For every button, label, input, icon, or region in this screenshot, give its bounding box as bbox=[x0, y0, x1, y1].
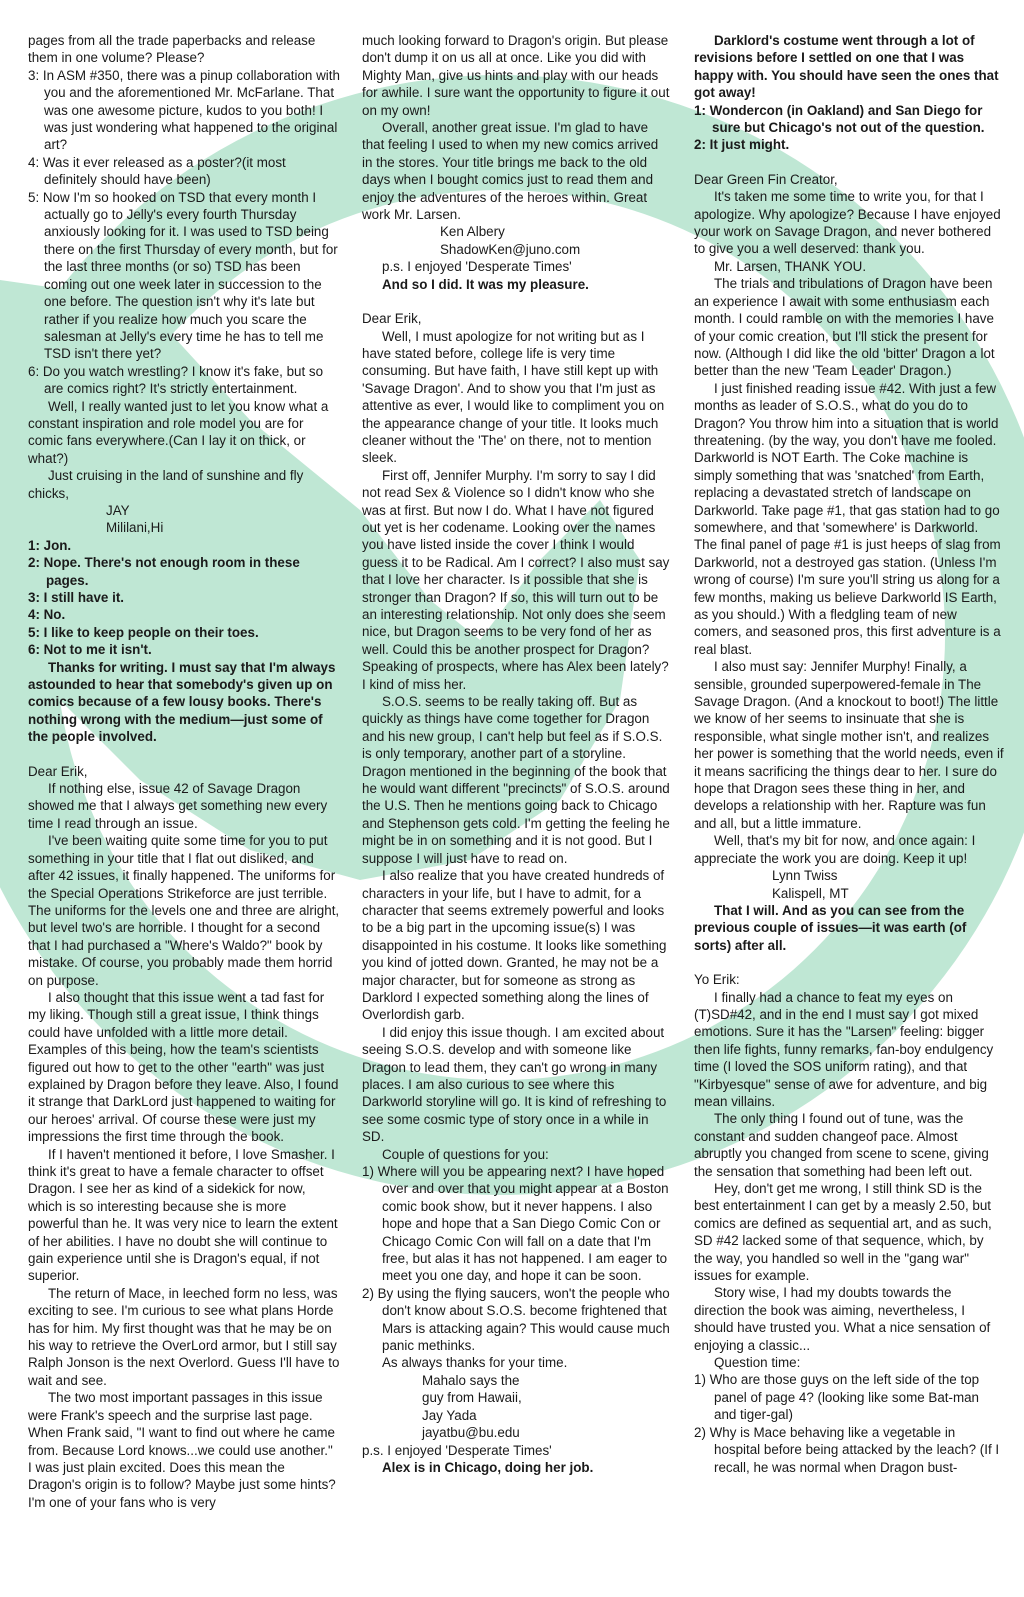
letter-paragraph: Story wise, I had my doubts towards the direction the book was aiming, nevertheless, I should have trusted you. What a nice sensation of enjoying a classic... bbox=[694, 1285, 991, 1353]
letter-paragraph: The only thing I found out of tune, was the constant and sudden changeof pace. Almost abruptly you changed from scene to scene, giving the sensation that something had been left out. bbox=[694, 1111, 989, 1179]
letter-paragraph: 5: Now I'm so hooked on TSD that every month I actually go to Jelly's every fourth Thursday anxiously looking for it. I was used to TSD being there on the first Thursday of every month, but for the last three months (or so) TSD has been coming out one week later in succession to the one before. The question isn't why it's late but rather if you realize how much you scare the salesman at Jelly's every time he has to tell me TSD isn't there yet? bbox=[28, 189, 338, 362]
letter-paragraph: 3: In ASM #350, there was a pinup collaboration with you and the aforementioned Mr. McFarlane. That was one awesome picture, kudos to you both! I was just wondering what happened to the original art? bbox=[28, 67, 340, 153]
letter-paragraph: If nothing else, issue 42 of Savage Dragon showed me that I always get something new every time I read through an issue. bbox=[28, 781, 328, 831]
signature-line: Mahalo says the bbox=[422, 1372, 520, 1388]
letter-salutation: Dear Erik, bbox=[28, 763, 88, 779]
letter-salutation: Yo Erik: bbox=[694, 972, 740, 988]
letter-paragraph: Overall, another great issue. I'm glad to have that feeling I used to when my new comics arrived in the stores. Your title brings me back to the old days when I bought comics just to read them and enjoy the adventures of the heroes within. Great work Mr. Larsen. bbox=[362, 120, 659, 223]
letter-paragraph: Question time: bbox=[714, 1355, 801, 1371]
editor-reply: And so I did. It was my pleasure. bbox=[382, 276, 589, 292]
letter-paragraph: 6: Do you watch wrestling? I know it's fake, but so are comics right? It's strictly entertainment. bbox=[28, 363, 324, 397]
letter-paragraph: I just finished reading issue #42. With just a few months as leader of S.O.S., what do you do to Dragon? You throw him into a situation that is world threatening. (by the way, you don't have me fooled. Darkworld is NOT Earth. The Coke machine is simply something that was 'snatched' from Earth, replacing a devastated stretch of landscape on Darkworld. Take page #1, that gas station had to go somewhere, and that 'somewhere' is Darkworld. The final panel of page #1 is just heeps of slag from Darkworld, not a destroyed gas station. (Unless I'm wrong of course) I'm sure you'll string us along for a few months, making us believe Darkworld IS Earth, as you should.) With a fledgling team of new comers, and seasoned pros, this first adventure is a real blast. bbox=[694, 380, 1001, 657]
letter-paragraph: I finally had a chance to feat my eyes on (T)SD#42, and in the end I must say I got mixed emotions. Sure it has the "Larsen" feeling: bigger then life fights, funny remarks, fan-boy endulgency time (I loved the SOS uniform rating), and that "Kirbyesque" sense of awe for adventure, and big mean villains. bbox=[694, 989, 994, 1109]
signature-name: JAY bbox=[106, 502, 130, 518]
signature-line: guy from Hawaii, bbox=[422, 1390, 522, 1406]
letter-paragraph: S.O.S. seems to be really taking off. But as quickly as things have come together for Dragon and his new group, I can't help but feel as if S.O.S. is only temporary, another part of a storyline. Dragon mentioned in the beginning of the book that he would want different "precincts" of S.O.S. around the U.S. Then he mentions going back to Chicago and Stephenson gets cold. I'm getting the feeling he might be in on something and it is not good. But I suppose I will just have to read on. bbox=[362, 694, 670, 866]
letter-paragraph: much looking forward to Dragon's origin. But please don't dump it on us all at once. Like you did with Mighty Man, give us hints and play with our heads for awhile. I sure want the opportunity to figure it out on my own! bbox=[362, 33, 670, 118]
signature-email: ShadowKen@juno.com bbox=[440, 241, 581, 257]
signature-email: jayatbu@bu.edu bbox=[422, 1425, 520, 1441]
letter-question: 2) By using the flying saucers, won't the people who don't know about S.O.S. become frightened that Mars is attacking again? This would cause much panic methinks. bbox=[362, 1285, 670, 1354]
editor-answer: 2: Nope. There's not enough room in these pages. bbox=[28, 555, 300, 588]
letter-paragraph: I also realize that you have created hundreds of characters in your life, but I have to admit, for a character that seems extremely powerful and looks to be a big part in the upcoming issue(s) I was disappointed in his costume. It looks like something you kind of jotted down. Granted, he may not be a major character, but for someone as strong as Darklord I expected something along the lines of Overlordish garb. bbox=[362, 868, 667, 1023]
editor-reply: Darklord's costume went through a lot of revisions before I settled on one that I was happy with. You should have seen the ones that got away! bbox=[694, 33, 999, 101]
editor-answer: 6: Not to me it isn't. bbox=[28, 642, 152, 658]
letter-paragraph: As always thanks for your time. bbox=[382, 1355, 568, 1371]
letter-paragraph: 4: Was it ever released as a poster?(it most definitely should have been) bbox=[28, 154, 286, 188]
letter-paragraph: Well, I must apologize for not writing but as I have stated before, college life is very time consuming. But have faith, I have still kept up with 'Savage Dragon'. And to show you that I'm just as attentive as ever, I would like to compliment you on the appearance change of your title. It looks much cleaner without the 'The' on there, not to mention sleek. bbox=[362, 328, 665, 466]
letter-paragraph: I've been waiting quite some time for you to put something in your title that I flat out disliked, and after 42 issues, it finally happened. The uniforms for the Special Operations Strikeforce are just terrible. The uniforms for the levels one and three are alright, but level two's are horrible. I thought for a second that I had purchased a "Where's Waldo?" book by mistake. Of course, you probably made them horrid on purpose. bbox=[28, 833, 340, 988]
letter-paragraph: Couple of questions for you: bbox=[382, 1146, 549, 1162]
letter-question: 1) Who are those guys on the left side of the top panel of page 4? (looking like some Bat-man and tiger-gal) bbox=[694, 1372, 980, 1423]
letter-postscript: p.s. I enjoyed 'Desperate Times' bbox=[382, 259, 572, 275]
letter-question: 1) Where will you be appearing next? I have hoped over and over that you might appear at a Boston comic book show, but it never happens. I also hope and hope that a San Diego Comic Con or Chicago Comic Con will fall on a date that I'm free, but alas it has not happened. I am eager to meet you one day, and hope it can be soon. bbox=[362, 1164, 669, 1284]
letter-paragraph: The return of Mace, in leeched form no less, was exciting to see. I'm curious to see what plans Horde has for him. My first thought was that he may be on his way to retrieve the OverLord armor, but I still say Ralph Jonson is the next Overlord. Guess I'll have to wait and see. bbox=[28, 1285, 340, 1388]
letters-column-2 bbox=[362, 32, 672, 1476]
letter-paragraph: pages from all the trade paperbacks and release them in one volume? Please? bbox=[28, 33, 316, 66]
signature-name: Ken Albery bbox=[440, 224, 505, 240]
letter-paragraph: I also thought that this issue went a tad fast for my liking. Though still a great issue, I think things could have unfolded with a little more detail. Examples of this being, how the team's scientists figured out how to get to the other "earth" was just explained by Dragon before they leave. Also, I found it strange that DarkLord just happened to waiting for our heroes' arrival. Of course these were just my impressions the first time through the book. bbox=[28, 989, 339, 1145]
editor-answer: 1: Jon. bbox=[28, 537, 72, 553]
letter-paragraph: It's taken me some time to write you, for that I apologize. Why apologize? Because I have enjoyed your work on Savage Dragon, and never bothered to give you a well deserved: thank you. bbox=[694, 189, 1001, 257]
letter-paragraph: Hey, don't get me wrong, I still think SD is the best entertainment I can get by a measly 2.50, but comics are defined as sequential art, and as such, SD #42 lacked some of that sequence, which, by the way, you handled so well in the "gang war" issues for example. bbox=[694, 1181, 992, 1284]
editor-answer: 4: No. bbox=[28, 607, 66, 623]
letter-paragraph: First off, Jennifer Murphy. I'm sorry to say I did not read Sex & Violence so I didn't know who she was at first. But now I do. What I have not figured out yet is her codename. Looking over the names you have listed inside the cover I think I would guess it to be Radical. Am I correct? I also must say that I love her character. Is it possible that she is stronger than Dragon? If so, this will turn out to be an interesting relationship. Not only does she seem nice, but Dragon seems to be very fond of her as well. Could this be another prospect for Dragon? Speaking of prospects, where has Alex been lately? I kind of miss her. bbox=[362, 467, 670, 692]
signature-name: Lynn Twiss bbox=[772, 868, 838, 884]
letter-paragraph: I did enjoy this issue though. I am excited about seeing S.O.S. develop and with someone like Dragon to lead them, they can't go wrong in many places. I am also curious to see where this Darkworld storyline will go. It is kind of refreshing to see some cosmic type of story once in a while in SD. bbox=[362, 1024, 667, 1145]
signature-place: Kalispell, MT bbox=[772, 885, 849, 901]
letter-postscript: p.s. I enjoyed 'Desperate Times' bbox=[362, 1442, 552, 1458]
letter-salutation: Dear Green Fin Creator, bbox=[694, 171, 838, 187]
letter-paragraph: The trials and tribulations of Dragon have been an experience I await with some enthusiasm each month. I could ramble on with the memories I have of your comic creation, but I'll stick the present for now. (Although I did like the old 'bitter' Dragon a lot better than the new 'Team Leader' Dragon.) bbox=[694, 276, 995, 379]
letter-paragraph: I also must say: Jennifer Murphy! Finally, a sensible, grounded superpowered-female in The Savage Dragon. (And a knockout to boot!) The little we know of her seems to insinuate that she is responsible, what single mother isn't, and realizes her power is something that the world needs, even if it means sacrificing the things dear to her. I sure do hope that Dragon sees these thing in her, and develops a relationship with her. Rapture was fun and all, but a little immature. bbox=[694, 659, 1004, 831]
editor-answer: 3: I still have it. bbox=[28, 590, 124, 605]
letters-column-1 bbox=[28, 32, 340, 1511]
editor-reply: That I will. And as you can see from the previous couple of issues—it was earth (of sorts) after all. bbox=[694, 902, 967, 953]
letter-question: 2) Why is Mace behaving like a vegetable in hospital before being attacked by the leach? (If I recall, he was normal when Dragon bust- bbox=[694, 1424, 1000, 1475]
editor-reply: Thanks for writing. I must say that I'm always astounded to hear that somebody's given up on comics because of a few lousy books. There's nothing wrong with the medium—just some of the people involved. bbox=[28, 659, 336, 745]
letter-paragraph: Well, I really wanted just to let you know what a constant inspiration and role model you are for comic fans everywhere.(Can I lay it on thick, or what?) bbox=[28, 398, 329, 466]
editor-reply: Alex is in Chicago, doing her job. bbox=[382, 1459, 594, 1475]
letter-paragraph: Just cruising in the land of sunshine and fly chicks, bbox=[28, 468, 304, 501]
editor-answer: 5: I like to keep people on their toes. bbox=[28, 624, 259, 640]
letter-paragraph: Mr. Larsen, THANK YOU. bbox=[714, 258, 867, 274]
signature-place: Mililani,Hi bbox=[106, 520, 164, 536]
signature-name: Jay Yada bbox=[422, 1407, 477, 1423]
letter-salutation: Dear Erik, bbox=[362, 311, 422, 327]
letter-paragraph: Well, that's my bit for now, and once again: I appreciate the work you are doing. Keep it up! bbox=[694, 833, 976, 866]
editor-answer: 1: Wondercon (in Oakland) and San Diego for sure but Chicago's not out of the question. bbox=[694, 102, 985, 136]
editor-answer: 2: It just might. bbox=[694, 137, 790, 153]
letters-column-3 bbox=[694, 32, 1004, 1476]
letter-paragraph: If I haven't mentioned it before, I love Smasher. I think it's great to have a female character to offset Dragon. I see her as kind of a sidekick for now, which is so interesting because she is more powerful than he. It was very nice to learn the extent of her abilities. I have no doubt she will continue to gain experience until she is Dragon's equal, if not superior. bbox=[28, 1146, 338, 1284]
letter-paragraph: The two most important passages in this issue were Frank's speech and the surprise last page. When Frank said, "I want to find out where he came from. Because Lord knows...we could use another." I was just plain excited. Does this mean the Dragon's origin is to follow? Maybe just some hints? I'm one of your fans who is very bbox=[28, 1390, 336, 1510]
